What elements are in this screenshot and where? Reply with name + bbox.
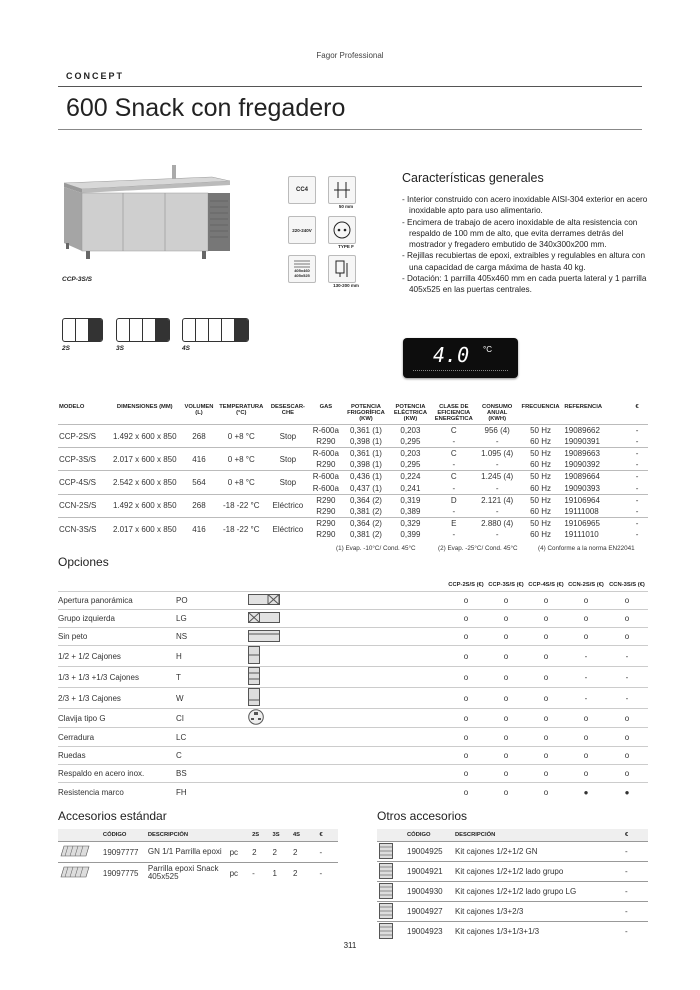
spec-cell: -	[452, 506, 456, 516]
std-accessory-cell: GN 1/1 Parrilla epoxi	[146, 842, 228, 863]
spec-cell: -	[626, 494, 648, 506]
spec-cell: R290	[316, 506, 336, 516]
option-availability: o	[566, 628, 606, 646]
spec-defrost: Stop	[266, 425, 309, 448]
spec-cell: -	[452, 530, 456, 540]
spec-cell: C	[431, 425, 477, 437]
config-4s: 4S	[182, 318, 249, 352]
feature-item: - Rejillas recubiertas de epoxi, extraibles y regulables en altura con una capacidad de carga máxima de hasta 40 kg.	[402, 251, 646, 272]
option-availability: o	[446, 728, 486, 746]
socket-type-f-icon: TYPE F	[328, 216, 364, 249]
option-availability: o	[486, 728, 526, 746]
spec-cell: C	[431, 471, 477, 483]
spec-cell: 50 Hz	[518, 448, 564, 460]
other-accessories-table: CÓDIGO DESCRIPCIÓN € 19004925 Kit cajones 1/2+1/2 GN - 19004921 Kit cajones 1/2+1/2 lado grupo - 19004930 Kit cajones 1/2+1/2 lado grupo LG - 19004927 Kit cajones 1/3+2/3 - 19004923 Kit cajones 1/3+1/3+1/3 -	[377, 829, 648, 942]
leg-height-icon: 130-200 mm	[328, 255, 364, 288]
option-availability: o	[566, 709, 606, 728]
option-availability: -	[606, 667, 648, 688]
std-accessory-cell: pc	[228, 863, 250, 884]
feature-item: - Interior construido con acero inoxidable AISI-304 exterior en acero inoxidable apto para uso alimentario.	[402, 195, 648, 216]
drawer-kit-icon	[377, 922, 405, 942]
spec-dim: 2.542 x 600 x 850	[108, 471, 182, 494]
option-availability: o	[606, 591, 648, 609]
options-table: CCP-2S/S (€) CCP-3S/S (€) CCP-4S/S (€) CCN-2S/S (€) CCN-3S/S (€) Apertura panorámica PO o o o o o Grupo izquierda LG o o o o o Sin peto NS o o o o o 1/2 + 1/2 Cajones H o o o - - 1/3 + 1/3 +1/3 Cajones T o o o - - 2/3 + 1/3 Cajones W o o o - - Clavija tipo G CI o o o o o Cerradura LC o o o o o Ruedas C o o o o o Respaldo en acero inox. BS o o o o o Resistencia marco FH o o o ● ●	[58, 580, 648, 801]
option-availability: o	[526, 688, 566, 709]
std-accessories-table: CÓDIGO DESCRIPCIÓN 2S 3S 4S € 19097777 GN 1/1 Parrilla epoxi pc 2 2 2 - 19097775 Parrilla epoxi Snack 405x525 pc - 1 2 -	[58, 829, 338, 884]
grid-icon	[58, 842, 101, 863]
option-name: 2/3 + 1/3 Cajones	[58, 688, 176, 709]
spec-vol: 564	[182, 471, 217, 494]
std-accessory-cell: pc	[228, 842, 250, 863]
other-accessory-cell: -	[623, 922, 648, 942]
option-availability: -	[606, 646, 648, 667]
spec-cell: 0,319	[390, 494, 431, 506]
options-title: Opciones	[58, 555, 109, 569]
spec-cell: 1.245 (4)	[477, 471, 518, 483]
spec-dim: 2.017 x 600 x 850	[108, 448, 182, 471]
spec-cell: 19089663	[563, 448, 626, 460]
spec-dim: 1.492 x 600 x 850	[108, 494, 182, 517]
spec-cell: -	[635, 483, 639, 493]
no-backsplash-icon	[246, 628, 446, 646]
spec-cell: 60 Hz	[530, 506, 551, 516]
option-row	[58, 609, 648, 627]
option-name: Cerradura	[58, 728, 176, 746]
option-code: CI	[176, 709, 246, 728]
spec-cell: 0,241	[400, 483, 421, 493]
grid-size-icon: 405x460 405x525	[288, 255, 316, 283]
spec-row	[58, 517, 648, 529]
spec-cell: -	[495, 483, 499, 493]
spec-cell: -	[495, 460, 499, 470]
spec-cell: 0,399	[400, 530, 421, 540]
spec-defrost: Stop	[266, 471, 309, 494]
spec-cell: 0,389	[400, 506, 421, 516]
spec-cell: 0,381 (2)	[349, 506, 382, 516]
spec-cell: 60 Hz	[530, 530, 551, 540]
spec-cell: 50 Hz	[518, 471, 564, 483]
spec-cell: 19090391	[564, 437, 600, 447]
spec-cell: 0,203	[390, 425, 431, 437]
spec-cell: C	[431, 448, 477, 460]
footnote-1: (1) Evap. -10°C/ Cond. 45°C	[336, 545, 416, 552]
option-name: Sin peto	[58, 628, 176, 646]
spec-cell: -	[495, 506, 499, 516]
option-availability: o	[486, 783, 526, 801]
spec-cell: R290	[316, 437, 336, 447]
spec-cell: 50 Hz	[518, 425, 564, 437]
spec-dim: 1.492 x 600 x 850	[108, 425, 182, 448]
spec-cell: 19111010	[564, 530, 599, 540]
grid-icon	[58, 863, 101, 884]
option-availability: o	[486, 667, 526, 688]
spec-temp: 0 +8 °C	[216, 448, 266, 471]
specifications-table: MODELO DIMENSIONES (MM) VOLUMEN (L) TEMPERATURA (°C) DESESCAR- CHE GAS POTENCIA FRIGORÍFICA (KW) POTENCIA ELÉCTRICA (KW) CLASE DE EFICIENCIA ENERGÉTICA CONSUMO ANUAL (KWH) FRECUENCIA REFERENCIA € CCP-2S/S 1.492 x 600 x 850 268 0 +8 °C Stop R-600a 0,361 (1) 0,203 C 956 (4) 50 Hz 19089662 - R290 0,398 (1) 0,295 - - 60 Hz 19090391 - CCP-3S/S 2.017 x 600 x 850 416 0 +8 °C Stop R-600a 0,361 (1) 0,203 C 1.095 (4) 50 Hz 19089663 - R290 0,398 (1) 0,295 - - 60 Hz 19090392 - CCP-4S/S 2.542 x 600 x 850 564 0 +8 °C Stop R-600a 0,436 (1) 0,224 C 1.245 (4) 50 Hz 19089664 - R-600a 0,437 (1) 0,241 - - 60 Hz 19090393 - CCN-2S/S 1.492 x 600 x 850 268 -18 -22 °C Eléctrico R290 0,364 (2) 0,319 D 2.121 (4) 50 Hz 19106964 - R290 0,381 (2) 0,389 - - 60 Hz 19111008 - CCN-3S/S 2.017 x 600 x 850 416 -18 -22 °C Eléctrico R290 0,364 (2) 0,329 E 2.880 (4) 50 Hz 19106965 - R290 0,381 (2) 0,399 - - 60 Hz 19111010 -	[58, 402, 648, 540]
top-rule	[58, 86, 642, 87]
std-accessory-cell: 19097775	[101, 863, 146, 884]
option-availability: o	[526, 783, 566, 801]
std-accessory-row	[58, 863, 338, 884]
spec-cell: 2.880 (4)	[477, 517, 518, 529]
option-availability: -	[606, 688, 648, 709]
option-availability: o	[446, 746, 486, 764]
option-availability: o	[566, 746, 606, 764]
spec-model: CCN-2S/S	[58, 494, 108, 517]
spec-cell: 0,224	[390, 471, 431, 483]
features-title: Características generales	[402, 171, 544, 185]
other-accessory-row	[377, 922, 648, 942]
page-number: 311	[343, 941, 357, 950]
spec-model: CCP-2S/S	[58, 425, 108, 448]
spec-cell: R-600a	[310, 471, 343, 483]
spec-cell: -	[452, 460, 456, 470]
option-name: Respaldo en acero inox.	[58, 764, 176, 782]
option-availability: o	[486, 609, 526, 627]
other-accessory-row	[377, 862, 648, 882]
other-accessory-cell: -	[623, 862, 648, 882]
spec-cell: 19106964	[563, 494, 626, 506]
option-availability: o	[486, 746, 526, 764]
spec-cell: 0,437 (1)	[349, 483, 382, 493]
option-code: LC	[176, 728, 246, 746]
other-accessory-cell: 19004921	[405, 862, 453, 882]
option-availability: o	[446, 628, 486, 646]
option-row	[58, 628, 648, 646]
drawer-kit-icon	[377, 862, 405, 882]
option-availability: o	[526, 667, 566, 688]
other-accessory-cell: 19004927	[405, 902, 453, 922]
spec-cell: 50 Hz	[518, 494, 564, 506]
spec-cell: R-600a	[312, 483, 339, 493]
spec-cell: 0,381 (2)	[349, 530, 382, 540]
product-image	[62, 165, 232, 265]
option-availability: o	[486, 688, 526, 709]
display-value: 4.0	[433, 343, 470, 367]
option-icon-empty	[246, 746, 446, 764]
spec-dim: 2.017 x 600 x 850	[108, 517, 182, 540]
spec-cell: 2.121 (4)	[477, 494, 518, 506]
option-name: 1/2 + 1/2 Cajones	[58, 646, 176, 667]
option-availability: o	[446, 646, 486, 667]
spec-cell: -	[635, 530, 639, 540]
spec-cell: -	[495, 437, 499, 447]
product-model-label: CCP-3S/S	[62, 276, 92, 283]
title-rule	[58, 129, 642, 130]
spec-row	[58, 425, 648, 437]
spec-cell: 956 (4)	[477, 425, 518, 437]
spec-vol: 268	[182, 494, 217, 517]
option-code: H	[176, 646, 246, 667]
option-row	[58, 746, 648, 764]
spec-cell: 1.095 (4)	[477, 448, 518, 460]
other-accessory-cell: 19004925	[405, 842, 453, 862]
option-availability: o	[566, 609, 606, 627]
option-availability: o	[566, 764, 606, 782]
spec-cell: D	[431, 494, 477, 506]
other-accessory-row	[377, 842, 648, 862]
spec-cell: 60 Hz	[530, 483, 551, 493]
option-row	[58, 783, 648, 801]
spec-defrost: Eléctrico	[266, 517, 309, 540]
spec-cell: 19106965	[563, 517, 626, 529]
spec-cell: 0,295	[400, 437, 421, 447]
option-availability: o	[606, 728, 648, 746]
drawer-kit-icon	[377, 882, 405, 902]
spec-cell: 19089662	[563, 425, 626, 437]
dimension-50mm-icon: 50 mm	[328, 176, 364, 209]
other-accessory-cell: -	[623, 882, 648, 902]
drawers-thirds-icon	[246, 667, 446, 688]
voltage-icon: 220-240V	[288, 216, 316, 244]
spec-temp: -18 -22 °C	[216, 517, 266, 540]
option-availability: o	[446, 667, 486, 688]
spec-temp: 0 +8 °C	[216, 471, 266, 494]
spec-cell: 0,361 (1)	[342, 425, 390, 437]
spec-cell: E	[431, 517, 477, 529]
left-group-icon	[246, 609, 446, 627]
drawer-kit-icon	[377, 902, 405, 922]
footnote-2: (2) Evap. -25°C/ Cond. 45°C	[438, 545, 518, 552]
std-accessory-cell: -	[318, 842, 338, 863]
option-availability: o	[606, 609, 648, 627]
spec-cell: R-600a	[310, 425, 343, 437]
std-accessory-cell: 2	[250, 842, 270, 863]
option-icon-empty	[246, 783, 446, 801]
spec-cell: -	[626, 448, 648, 460]
option-icon-empty	[246, 764, 446, 782]
spec-row	[58, 448, 648, 460]
option-availability: -	[566, 688, 606, 709]
spec-model: CCN-3S/S	[58, 517, 108, 540]
spec-cell: 60 Hz	[530, 460, 551, 470]
option-availability: o	[446, 688, 486, 709]
option-availability: o	[446, 609, 486, 627]
option-row	[58, 764, 648, 782]
page-title: 600 Snack con fregadero	[66, 94, 346, 122]
spec-cell: 0,436 (1)	[342, 471, 390, 483]
option-availability: o	[446, 709, 486, 728]
spec-vol: 416	[182, 448, 217, 471]
option-availability: o	[526, 628, 566, 646]
option-name: Clavija tipo G	[58, 709, 176, 728]
spec-cell: 19111008	[564, 506, 599, 516]
option-row	[58, 667, 648, 688]
drawers-half-icon	[246, 646, 446, 667]
other-accessory-cell: 19004923	[405, 922, 453, 942]
option-code: BS	[176, 764, 246, 782]
spec-model: CCP-3S/S	[58, 448, 108, 471]
option-code: LG	[176, 609, 246, 627]
spec-cell: -	[626, 471, 648, 483]
spec-vol: 416	[182, 517, 217, 540]
std-accessory-cell: 2	[291, 863, 318, 884]
option-code: FH	[176, 783, 246, 801]
spec-defrost: Stop	[266, 448, 309, 471]
option-availability: o	[526, 646, 566, 667]
spec-cell: -	[635, 506, 639, 516]
spec-cell: R-600a	[310, 448, 343, 460]
option-availability: o	[566, 591, 606, 609]
spec-cell: 0,364 (2)	[342, 494, 390, 506]
other-accessory-cell: Kit cajones 1/2+1/2 lado grupo	[453, 862, 623, 882]
option-availability: o	[606, 746, 648, 764]
option-name: Resistencia marco	[58, 783, 176, 801]
option-availability: ●	[566, 783, 606, 801]
spec-cell: R290	[316, 530, 336, 540]
option-availability: o	[446, 764, 486, 782]
spec-cell: R290	[310, 517, 343, 529]
spec-vol: 268	[182, 425, 217, 448]
spec-row	[58, 494, 648, 506]
spec-row	[58, 471, 648, 483]
spec-cell: 0,364 (2)	[342, 517, 390, 529]
spec-cell: 0,398 (1)	[349, 437, 382, 447]
option-code: W	[176, 688, 246, 709]
std-accessory-cell: 2	[271, 842, 291, 863]
other-accessory-cell: Kit cajones 1/3+2/3	[453, 902, 623, 922]
option-availability: o	[526, 591, 566, 609]
std-accessory-row	[58, 842, 338, 863]
std-accessory-cell: 1	[271, 863, 291, 884]
option-row	[58, 728, 648, 746]
config-3s: 3S	[116, 318, 170, 352]
spec-cell: -	[452, 437, 456, 447]
other-accessory-cell: -	[623, 902, 648, 922]
std-accessory-cell: 19097777	[101, 842, 146, 863]
section-label: CONCEPT	[66, 71, 125, 81]
spec-cell: 0,361 (1)	[342, 448, 390, 460]
option-availability: o	[526, 746, 566, 764]
option-icon-empty	[246, 728, 446, 746]
config-2s: 2S	[62, 318, 103, 352]
other-accessories-title: Otros accesorios	[377, 809, 468, 823]
spec-cell: -	[452, 483, 456, 493]
other-accessory-cell: -	[623, 842, 648, 862]
option-availability: o	[606, 628, 648, 646]
other-accessory-row	[377, 902, 648, 922]
std-accessory-cell: -	[250, 863, 270, 884]
std-accessory-cell: 2	[291, 842, 318, 863]
option-name: Ruedas	[58, 746, 176, 764]
other-accessory-row	[377, 882, 648, 902]
spec-cell: -	[635, 460, 639, 470]
option-name: Grupo izquierda	[58, 609, 176, 627]
option-code: T	[176, 667, 246, 688]
spec-cell: 0,295	[400, 460, 421, 470]
spec-cell: -	[626, 425, 648, 437]
std-accessories-title: Accesorios estándar	[58, 809, 167, 823]
controller-display: 4.0 °C	[403, 338, 518, 378]
option-availability: o	[486, 628, 526, 646]
spec-cell: 0,329	[390, 517, 431, 529]
spec-cell: 19090392	[564, 460, 600, 470]
option-availability: o	[526, 728, 566, 746]
other-accessory-cell: Kit cajones 1/2+1/2 lado grupo LG	[453, 882, 623, 902]
spec-cell: 19090393	[564, 483, 600, 493]
option-availability: o	[486, 646, 526, 667]
option-name: 1/3 + 1/3 +1/3 Cajones	[58, 667, 176, 688]
option-availability: o	[526, 609, 566, 627]
spec-cell: -	[635, 437, 639, 447]
option-row	[58, 646, 648, 667]
option-availability: o	[486, 709, 526, 728]
option-row	[58, 591, 648, 609]
option-code: C	[176, 746, 246, 764]
spec-cell: 0,398 (1)	[349, 460, 382, 470]
feature-item: - Dotación: 1 parrilla 405x460 mm en cada puerta lateral y 1 parrilla 405x525 en las puertas centrales.	[402, 274, 647, 295]
option-availability: o	[606, 709, 648, 728]
plug-type-g-icon	[246, 709, 446, 728]
drawers-two-thirds-icon	[246, 688, 446, 709]
spec-cell: 19089664	[563, 471, 626, 483]
std-accessory-cell: Parrilla epoxi Snack 405x525	[146, 863, 228, 884]
option-availability: o	[486, 764, 526, 782]
panoramic-door-icon	[246, 591, 446, 609]
spec-defrost: Eléctrico	[266, 494, 309, 517]
option-code: PO	[176, 591, 246, 609]
option-availability: -	[566, 646, 606, 667]
other-accessory-cell: Kit cajones 1/3+1/3+1/3	[453, 922, 623, 942]
option-name: Apertura panorámica	[58, 591, 176, 609]
option-availability: o	[486, 591, 526, 609]
spec-model: CCP-4S/S	[58, 471, 108, 494]
spec-cell: R290	[310, 494, 343, 506]
option-availability: o	[526, 764, 566, 782]
spec-temp: -18 -22 °C	[216, 494, 266, 517]
option-availability: ●	[606, 783, 648, 801]
drawer-kit-icon	[377, 842, 405, 862]
std-accessory-cell: -	[318, 863, 338, 884]
spec-cell: -	[495, 530, 499, 540]
option-availability: o	[446, 783, 486, 801]
spec-temp: 0 +8 °C	[216, 425, 266, 448]
option-availability: o	[446, 591, 486, 609]
footnote-4: (4) Conforme a la norma EN22041	[538, 545, 635, 552]
spec-cell: 0,203	[390, 448, 431, 460]
brand-header: Fagor Professional	[316, 51, 384, 60]
spec-cell: 60 Hz	[530, 437, 551, 447]
option-row	[58, 709, 648, 728]
other-accessory-cell: 19004930	[405, 882, 453, 902]
option-availability: -	[566, 667, 606, 688]
spec-cell: R290	[316, 460, 336, 470]
option-row	[58, 688, 648, 709]
spec-cell: -	[626, 517, 648, 529]
spec-cell: 50 Hz	[518, 517, 564, 529]
option-code: NS	[176, 628, 246, 646]
option-availability: o	[606, 764, 648, 782]
option-availability: o	[526, 709, 566, 728]
other-accessory-cell: Kit cajones 1/2+1/2 GN	[453, 842, 623, 862]
option-availability: o	[566, 728, 606, 746]
features-list	[402, 194, 652, 296]
cc4-icon: CC4	[288, 176, 316, 204]
feature-item: - Encimera de trabajo de acero inoxidable de alta resistencia con respaldo de 100 mm de alto, que evita derrames detrás del mostrador y fregadero embutido de 340x300x200 mm.	[402, 217, 638, 250]
